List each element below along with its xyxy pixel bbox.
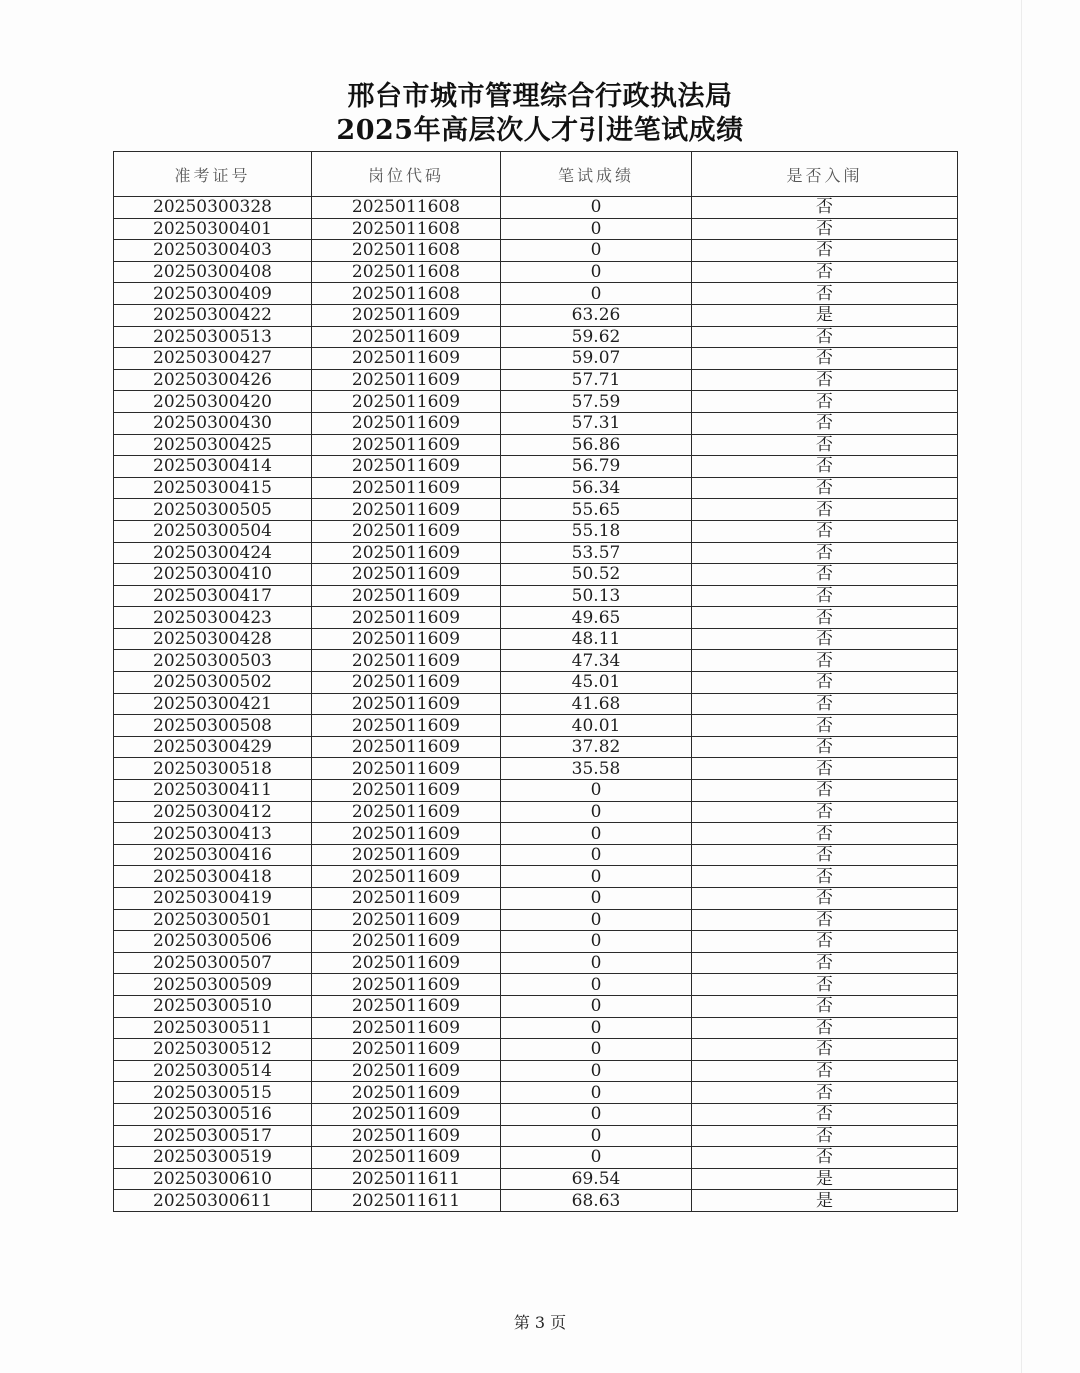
cell-written-score: 0 (501, 1147, 692, 1169)
cell-exam-id: 20250300413 (114, 823, 312, 845)
cell-exam-id: 20250300419 (114, 888, 312, 910)
table-row (114, 909, 958, 931)
cell-written-score: 0 (501, 780, 692, 802)
cell-exam-id: 20250300515 (114, 1082, 312, 1104)
cell-exam-id: 20250300508 (114, 715, 312, 737)
cell-position-code: 2025011609 (312, 1125, 501, 1147)
cell-shortlisted: 否 (692, 650, 958, 672)
cell-shortlisted: 否 (692, 564, 958, 586)
table-row (114, 456, 958, 478)
cell-exam-id: 20250300511 (114, 1017, 312, 1039)
cell-shortlisted: 否 (692, 283, 958, 305)
cell-shortlisted: 否 (692, 628, 958, 650)
cell-position-code: 2025011611 (312, 1168, 501, 1190)
header-exam-id: 准考证号 (114, 152, 312, 197)
score-table (113, 151, 958, 1212)
cell-exam-id: 20250300417 (114, 585, 312, 607)
cell-position-code: 2025011609 (312, 715, 501, 737)
cell-shortlisted: 否 (692, 369, 958, 391)
cell-shortlisted: 否 (692, 758, 958, 780)
cell-written-score: 0 (501, 866, 692, 888)
table-row (114, 628, 958, 650)
cell-shortlisted: 否 (692, 1125, 958, 1147)
cell-exam-id: 20250300518 (114, 758, 312, 780)
cell-exam-id: 20250300516 (114, 1103, 312, 1125)
table-row (114, 931, 958, 953)
cell-written-score: 0 (501, 931, 692, 953)
cell-position-code: 2025011609 (312, 434, 501, 456)
cell-written-score: 0 (501, 823, 692, 845)
cell-exam-id: 20250300509 (114, 974, 312, 996)
cell-written-score: 0 (501, 974, 692, 996)
cell-written-score: 57.59 (501, 391, 692, 413)
table-row (114, 1168, 958, 1190)
cell-shortlisted: 否 (692, 715, 958, 737)
cell-exam-id: 20250300421 (114, 693, 312, 715)
page-edge-shadow (1021, 0, 1022, 1373)
cell-shortlisted: 否 (692, 844, 958, 866)
cell-exam-id: 20250300610 (114, 1168, 312, 1190)
table-row (114, 520, 958, 542)
cell-shortlisted: 否 (692, 391, 958, 413)
cell-written-score: 41.68 (501, 693, 692, 715)
cell-written-score: 0 (501, 1039, 692, 1061)
table-header-row (114, 152, 958, 197)
cell-written-score: 0 (501, 952, 692, 974)
cell-position-code: 2025011609 (312, 1103, 501, 1125)
table-row (114, 844, 958, 866)
cell-position-code: 2025011609 (312, 823, 501, 845)
cell-shortlisted: 否 (692, 197, 958, 219)
cell-exam-id: 20250300426 (114, 369, 312, 391)
table-row (114, 974, 958, 996)
cell-shortlisted: 否 (692, 499, 958, 521)
cell-written-score: 63.26 (501, 304, 692, 326)
cell-exam-id: 20250300517 (114, 1125, 312, 1147)
cell-position-code: 2025011609 (312, 672, 501, 694)
cell-written-score: 55.65 (501, 499, 692, 521)
cell-shortlisted: 否 (692, 736, 958, 758)
cell-exam-id: 20250300412 (114, 801, 312, 823)
cell-shortlisted: 否 (692, 218, 958, 240)
cell-shortlisted: 否 (692, 456, 958, 478)
cell-written-score: 37.82 (501, 736, 692, 758)
cell-shortlisted: 否 (692, 866, 958, 888)
cell-position-code: 2025011611 (312, 1190, 501, 1212)
table-row (114, 542, 958, 564)
cell-exam-id: 20250300611 (114, 1190, 312, 1212)
cell-exam-id: 20250300410 (114, 564, 312, 586)
cell-written-score: 56.79 (501, 456, 692, 478)
cell-shortlisted: 否 (692, 909, 958, 931)
cell-written-score: 0 (501, 240, 692, 262)
cell-written-score: 55.18 (501, 520, 692, 542)
cell-written-score: 68.63 (501, 1190, 692, 1212)
table-row (114, 348, 958, 370)
cell-shortlisted: 否 (692, 348, 958, 370)
cell-shortlisted: 否 (692, 1082, 958, 1104)
cell-exam-id: 20250300504 (114, 520, 312, 542)
cell-position-code: 2025011609 (312, 780, 501, 802)
cell-position-code: 2025011609 (312, 520, 501, 542)
cell-position-code: 2025011609 (312, 456, 501, 478)
cell-written-score: 0 (501, 283, 692, 305)
cell-written-score: 0 (501, 1017, 692, 1039)
cell-shortlisted: 否 (692, 434, 958, 456)
cell-shortlisted: 否 (692, 326, 958, 348)
table-row (114, 736, 958, 758)
cell-shortlisted: 否 (692, 823, 958, 845)
cell-shortlisted: 是 (692, 304, 958, 326)
table-row (114, 672, 958, 694)
cell-position-code: 2025011609 (312, 391, 501, 413)
cell-position-code: 2025011609 (312, 1147, 501, 1169)
cell-shortlisted: 是 (692, 1168, 958, 1190)
cell-written-score: 49.65 (501, 607, 692, 629)
cell-exam-id: 20250300510 (114, 995, 312, 1017)
cell-written-score: 57.31 (501, 412, 692, 434)
cell-position-code: 2025011608 (312, 218, 501, 240)
cell-position-code: 2025011608 (312, 197, 501, 219)
cell-written-score: 56.34 (501, 477, 692, 499)
cell-position-code: 2025011609 (312, 564, 501, 586)
header-shortlisted: 是否入闱 (692, 152, 958, 197)
table-row (114, 585, 958, 607)
cell-written-score: 57.71 (501, 369, 692, 391)
cell-position-code: 2025011608 (312, 261, 501, 283)
cell-shortlisted: 否 (692, 952, 958, 974)
table-row (114, 326, 958, 348)
cell-shortlisted: 否 (692, 995, 958, 1017)
table-row (114, 1103, 958, 1125)
cell-written-score: 48.11 (501, 628, 692, 650)
table-row (114, 477, 958, 499)
table-row (114, 952, 958, 974)
cell-written-score: 0 (501, 888, 692, 910)
table-row (114, 823, 958, 845)
cell-exam-id: 20250300415 (114, 477, 312, 499)
cell-exam-id: 20250300514 (114, 1060, 312, 1082)
table-row (114, 261, 958, 283)
cell-shortlisted: 否 (692, 585, 958, 607)
cell-position-code: 2025011609 (312, 931, 501, 953)
page-number: 第 3 页 (513, 1313, 567, 1332)
cell-shortlisted: 否 (692, 520, 958, 542)
header-written-score: 笔试成绩 (501, 152, 692, 197)
cell-exam-id: 20250300429 (114, 736, 312, 758)
cell-position-code: 2025011609 (312, 585, 501, 607)
cell-position-code: 2025011609 (312, 607, 501, 629)
table-row (114, 780, 958, 802)
cell-position-code: 2025011609 (312, 952, 501, 974)
table-row (114, 499, 958, 521)
cell-written-score: 45.01 (501, 672, 692, 694)
cell-position-code: 2025011609 (312, 499, 501, 521)
table-row (114, 758, 958, 780)
cell-exam-id: 20250300422 (114, 304, 312, 326)
document-title (0, 80, 1080, 148)
cell-position-code: 2025011609 (312, 1039, 501, 1061)
cell-written-score: 0 (501, 1103, 692, 1125)
cell-shortlisted: 否 (692, 1060, 958, 1082)
cell-shortlisted: 否 (692, 542, 958, 564)
title-line-2: 2025年高层次人才引进笔试成绩 (336, 115, 744, 146)
table-row (114, 801, 958, 823)
cell-position-code: 2025011609 (312, 412, 501, 434)
cell-written-score: 56.86 (501, 434, 692, 456)
cell-position-code: 2025011609 (312, 348, 501, 370)
cell-position-code: 2025011609 (312, 542, 501, 564)
cell-position-code: 2025011608 (312, 283, 501, 305)
cell-written-score: 50.52 (501, 564, 692, 586)
cell-exam-id: 20250300408 (114, 261, 312, 283)
cell-written-score: 59.62 (501, 326, 692, 348)
cell-written-score: 0 (501, 801, 692, 823)
cell-exam-id: 20250300505 (114, 499, 312, 521)
cell-exam-id: 20250300513 (114, 326, 312, 348)
cell-shortlisted: 否 (692, 931, 958, 953)
cell-exam-id: 20250300328 (114, 197, 312, 219)
cell-shortlisted: 否 (692, 801, 958, 823)
cell-written-score: 47.34 (501, 650, 692, 672)
table-row (114, 218, 958, 240)
table-row (114, 197, 958, 219)
table-row (114, 369, 958, 391)
cell-shortlisted: 是 (692, 1190, 958, 1212)
cell-position-code: 2025011609 (312, 326, 501, 348)
cell-shortlisted: 否 (692, 693, 958, 715)
cell-position-code: 2025011608 (312, 240, 501, 262)
cell-written-score: 53.57 (501, 542, 692, 564)
cell-position-code: 2025011609 (312, 1017, 501, 1039)
table-row (114, 304, 958, 326)
cell-position-code: 2025011609 (312, 628, 501, 650)
cell-exam-id: 20250300423 (114, 607, 312, 629)
cell-position-code: 2025011609 (312, 888, 501, 910)
cell-written-score: 0 (501, 261, 692, 283)
title-line-1: 邢台市城市管理综合行政执法局 (347, 81, 733, 112)
table-row (114, 693, 958, 715)
cell-written-score: 0 (501, 995, 692, 1017)
table-body (114, 197, 958, 1212)
cell-written-score: 0 (501, 844, 692, 866)
cell-exam-id: 20250300503 (114, 650, 312, 672)
cell-written-score: 59.07 (501, 348, 692, 370)
cell-position-code: 2025011609 (312, 758, 501, 780)
cell-shortlisted: 否 (692, 672, 958, 694)
table-row (114, 1147, 958, 1169)
cell-exam-id: 20250300512 (114, 1039, 312, 1061)
table-row (114, 1190, 958, 1212)
cell-exam-id: 20250300506 (114, 931, 312, 953)
table-row (114, 240, 958, 262)
table-row (114, 995, 958, 1017)
cell-shortlisted: 否 (692, 974, 958, 996)
table-row (114, 391, 958, 413)
cell-shortlisted: 否 (692, 1103, 958, 1125)
cell-written-score: 0 (501, 197, 692, 219)
cell-shortlisted: 否 (692, 780, 958, 802)
cell-shortlisted: 否 (692, 412, 958, 434)
cell-written-score: 69.54 (501, 1168, 692, 1190)
cell-position-code: 2025011609 (312, 844, 501, 866)
cell-written-score: 50.13 (501, 585, 692, 607)
table-row (114, 283, 958, 305)
cell-position-code: 2025011609 (312, 1060, 501, 1082)
cell-written-score: 0 (501, 1125, 692, 1147)
cell-shortlisted: 否 (692, 607, 958, 629)
table-row (114, 1125, 958, 1147)
table-row (114, 1082, 958, 1104)
table-row (114, 564, 958, 586)
cell-exam-id: 20250300414 (114, 456, 312, 478)
cell-position-code: 2025011609 (312, 995, 501, 1017)
cell-exam-id: 20250300418 (114, 866, 312, 888)
cell-position-code: 2025011609 (312, 801, 501, 823)
cell-position-code: 2025011609 (312, 909, 501, 931)
table-row (114, 650, 958, 672)
cell-written-score: 35.58 (501, 758, 692, 780)
cell-exam-id: 20250300416 (114, 844, 312, 866)
cell-written-score: 40.01 (501, 715, 692, 737)
cell-exam-id: 20250300501 (114, 909, 312, 931)
cell-exam-id: 20250300424 (114, 542, 312, 564)
cell-position-code: 2025011609 (312, 650, 501, 672)
cell-position-code: 2025011609 (312, 974, 501, 996)
cell-position-code: 2025011609 (312, 736, 501, 758)
cell-written-score: 0 (501, 909, 692, 931)
cell-written-score: 0 (501, 1082, 692, 1104)
cell-position-code: 2025011609 (312, 369, 501, 391)
cell-shortlisted: 否 (692, 261, 958, 283)
cell-exam-id: 20250300427 (114, 348, 312, 370)
cell-exam-id: 20250300425 (114, 434, 312, 456)
cell-shortlisted: 否 (692, 888, 958, 910)
cell-exam-id: 20250300430 (114, 412, 312, 434)
table-row (114, 412, 958, 434)
cell-exam-id: 20250300401 (114, 218, 312, 240)
cell-exam-id: 20250300428 (114, 628, 312, 650)
cell-written-score: 0 (501, 1060, 692, 1082)
table-row (114, 1060, 958, 1082)
table-row (114, 866, 958, 888)
cell-position-code: 2025011609 (312, 866, 501, 888)
cell-position-code: 2025011609 (312, 477, 501, 499)
cell-written-score: 0 (501, 218, 692, 240)
cell-exam-id: 20250300507 (114, 952, 312, 974)
cell-shortlisted: 否 (692, 477, 958, 499)
table-row (114, 1039, 958, 1061)
cell-exam-id: 20250300409 (114, 283, 312, 305)
cell-exam-id: 20250300411 (114, 780, 312, 802)
cell-shortlisted: 否 (692, 1147, 958, 1169)
table-row (114, 715, 958, 737)
table-row (114, 888, 958, 910)
cell-position-code: 2025011609 (312, 304, 501, 326)
cell-shortlisted: 否 (692, 1039, 958, 1061)
table-row (114, 434, 958, 456)
cell-position-code: 2025011609 (312, 1082, 501, 1104)
table-row (114, 607, 958, 629)
cell-exam-id: 20250300420 (114, 391, 312, 413)
cell-exam-id: 20250300403 (114, 240, 312, 262)
cell-shortlisted: 否 (692, 240, 958, 262)
cell-exam-id: 20250300502 (114, 672, 312, 694)
header-position-code: 岗位代码 (312, 152, 501, 197)
cell-shortlisted: 否 (692, 1017, 958, 1039)
cell-position-code: 2025011609 (312, 693, 501, 715)
table-row (114, 1017, 958, 1039)
cell-exam-id: 20250300519 (114, 1147, 312, 1169)
